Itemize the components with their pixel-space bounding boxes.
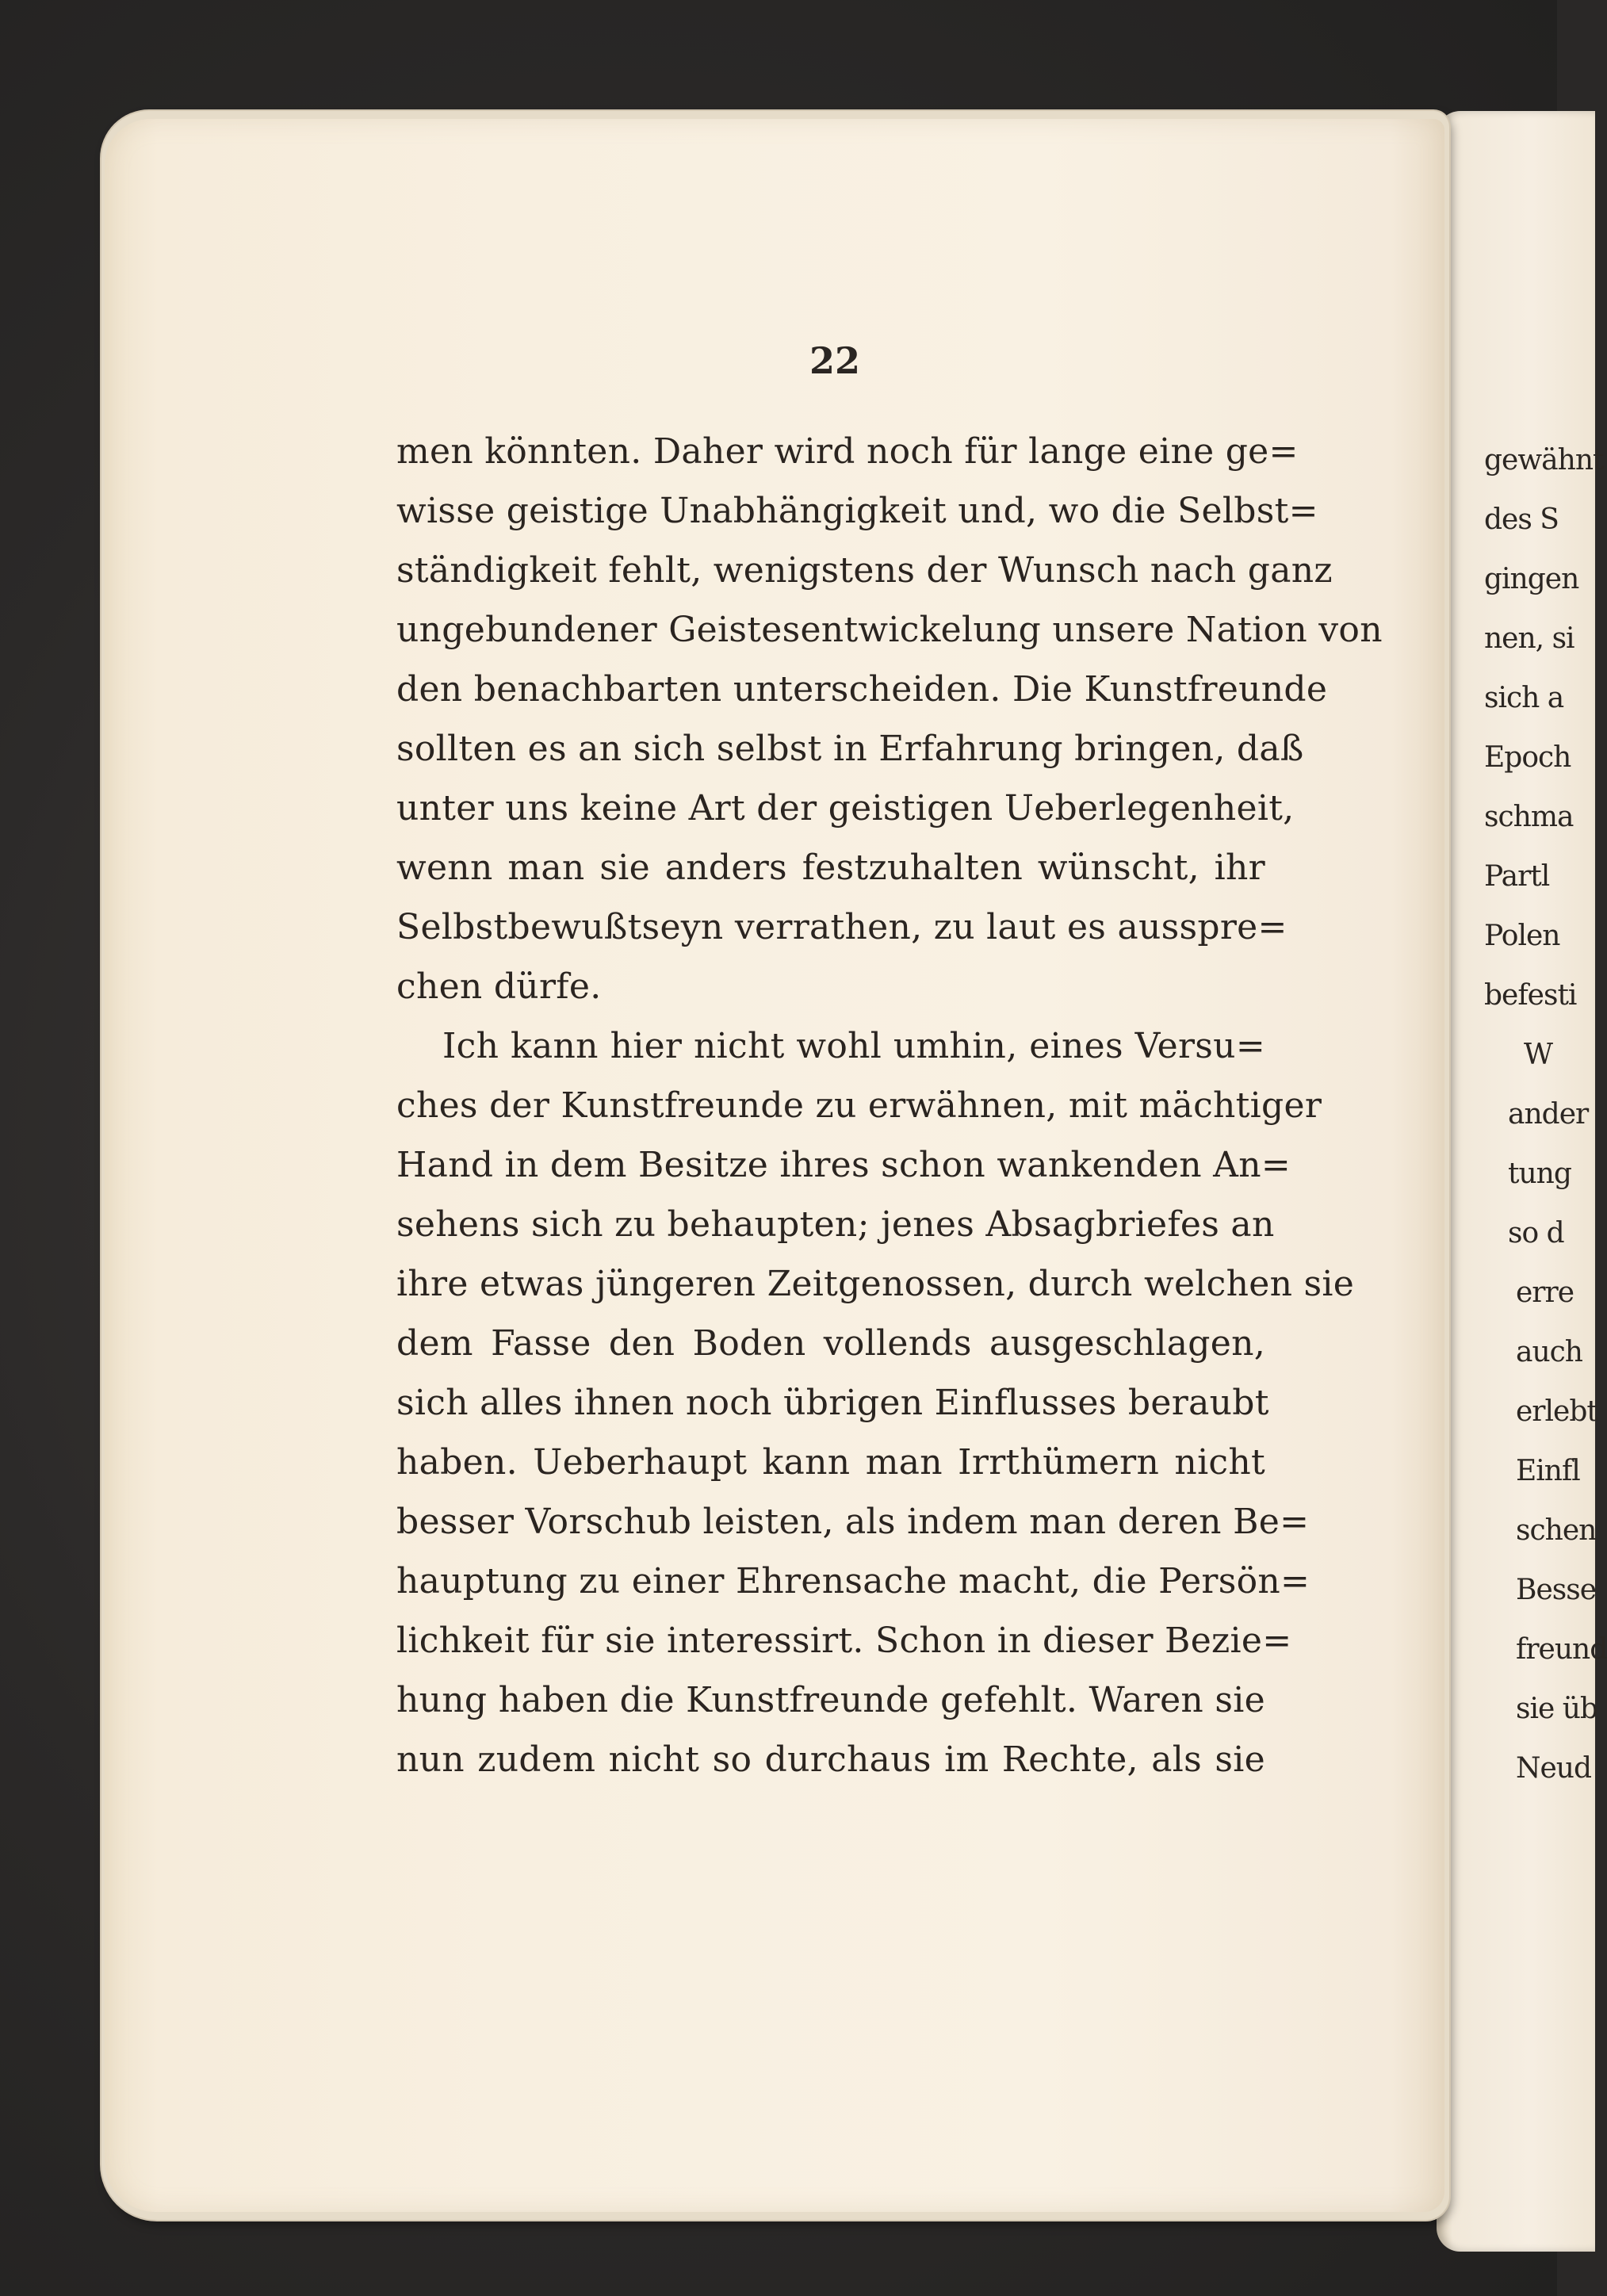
text-line: ständigkeit fehlt, wenigstens der Wunsch nach ganz <box>396 550 1333 591</box>
text-line: Selbstbewußtseyn verrathen, zu laut es ausspre= <box>396 907 1288 947</box>
text-line: men könnten. Daher wird noch für lange eine ge= <box>396 431 1299 472</box>
next-page-fragment: sich a <box>1484 682 1564 714</box>
next-page-fragment: gingen <box>1484 563 1579 595</box>
next-page-fragment: gewähnt <box>1484 444 1604 476</box>
page-number: 22 <box>809 339 861 382</box>
text-line: ungebundener Geistesentwickelung unsere Nation von <box>396 610 1383 650</box>
text-line: wenn man sie anders festzuhalten wünscht, ihr <box>396 848 1265 888</box>
next-page-fragment: Neud <box>1516 1752 1592 1785</box>
next-page-fragment: befesti <box>1484 979 1577 1012</box>
next-page-fragment: des S <box>1484 503 1559 536</box>
text-line: dem Fasse den Boden vollends ausgeschlagen, <box>396 1323 1265 1364</box>
next-page-fragment: Einfl <box>1516 1455 1580 1487</box>
next-page-fragment: Besse <box>1516 1574 1597 1606</box>
text-line: hung haben die Kunstfreunde gefehlt. Waren sie <box>396 1680 1265 1720</box>
next-page-fragment: Partl <box>1484 860 1550 893</box>
text-line: unter uns keine Art der geistigen Ueberlegenheit, <box>396 788 1295 828</box>
text-line: ches der Kunstfreunde zu erwähnen, mit mächtiger <box>396 1085 1322 1126</box>
next-page-fragment: W <box>1524 1039 1553 1071</box>
next-page-fragment: auch <box>1516 1336 1582 1368</box>
text-line: ihre etwas jüngeren Zeitgenossen, durch welchen sie <box>396 1264 1355 1304</box>
next-page-edge <box>1437 111 1607 2252</box>
text-line: Hand in dem Besitze ihres schon wankenden An= <box>396 1145 1291 1185</box>
text-line: besser Vorschub leisten, als indem man deren Be= <box>396 1502 1310 1542</box>
text-line: sich alles ihnen noch übrigen Einflusses beraubt <box>396 1383 1269 1423</box>
text-line: nun zudem nicht so durchaus im Rechte, als sie <box>396 1739 1265 1780</box>
text-line: hauptung zu einer Ehrensache macht, die Persön= <box>396 1561 1310 1601</box>
next-page-fragment: so d <box>1508 1217 1564 1249</box>
text-line: haben. Ueberhaupt kann man Irrthümern nicht <box>396 1442 1265 1483</box>
text-line: sehens sich zu behaupten; jenes Absagbriefes an <box>396 1204 1275 1245</box>
next-page-fragment: Epoch <box>1484 741 1571 774</box>
next-page-fragment: ander <box>1508 1098 1589 1131</box>
text-line: Ich kann hier nicht wohl umhin, eines Versu= <box>442 1026 1265 1066</box>
next-page-fragment: schma <box>1484 801 1574 833</box>
next-page-fragment: erlebt <box>1516 1395 1597 1428</box>
next-page-fragment: erre <box>1516 1276 1574 1309</box>
next-page-fragment: Polen <box>1484 920 1560 952</box>
next-page-fragment: tung <box>1508 1158 1571 1190</box>
page-text <box>396 422 1383 1789</box>
next-page-fragment: freund <box>1516 1633 1607 1666</box>
next-page-fragment: nen, si <box>1484 622 1574 655</box>
text-line: sollten es an sich selbst in Erfahrung bringen, daß <box>396 729 1304 769</box>
text-line: den benachbarten unterscheiden. Die Kunstfreunde <box>396 669 1328 710</box>
text-line: wisse geistige Unabhängigkeit und, wo die Selbst= <box>396 491 1318 531</box>
next-page-fragment: schen <box>1516 1514 1597 1547</box>
next-page-fragment: sie üb <box>1516 1693 1597 1725</box>
text-line: chen dürfe. <box>396 966 602 1007</box>
text-line: lichkeit für sie interessirt. Schon in dieser Bezie= <box>396 1621 1292 1661</box>
